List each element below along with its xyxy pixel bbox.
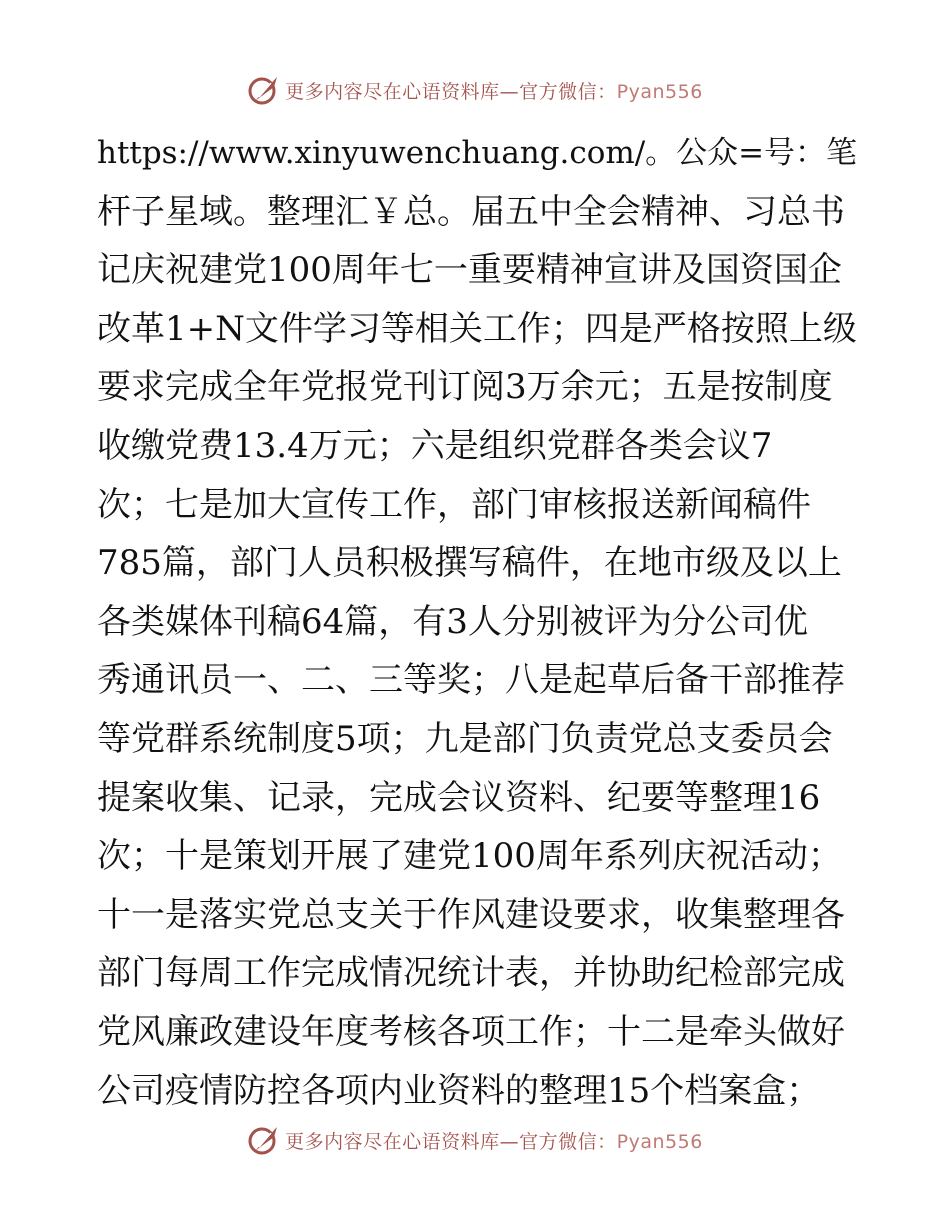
body-line: 785篇，部门人员积极撰写稿件，在地市级及以上 xyxy=(97,543,842,584)
body-line: 次；七是加大宣传工作，部门审核报送新闻稿件 xyxy=(97,484,811,525)
body-line: https://www.xinyuwenchuang.com/。公众=号：笔 xyxy=(97,135,857,171)
quill-pen-icon xyxy=(247,1123,281,1157)
watermark-handle: Pyan556 xyxy=(616,80,703,103)
document-body xyxy=(97,124,857,1120)
body-line: 收缴党费13.4万元；六是组织党群各类会议7 xyxy=(97,425,773,466)
body-line: 等党群系统制度5项；九是部门负责党总支委员会 xyxy=(97,718,833,759)
watermark-text: 更多内容尽在心语资料库—官方微信：Pyan556 xyxy=(285,1130,703,1153)
body-line: 秀通讯员一、二、三等奖；八是起草后备干部推荐 xyxy=(97,660,845,701)
body-line: 各类媒体刊稿64篇，有3人分别被评为分公司优 xyxy=(97,601,808,642)
watermark-text: 更多内容尽在心语资料库—官方微信：Pyan556 xyxy=(285,80,703,103)
body-line: 次；十是策划开展了建党100周年系列庆祝活动； xyxy=(97,836,842,877)
body-line: 公司疫情防控各项内业资料的整理15个档案盒； xyxy=(97,1070,821,1111)
body-line: 部门每周工作完成情况统计表，并协助纪检部完成 xyxy=(97,953,845,994)
header-watermark xyxy=(0,70,950,110)
body-line: 党风廉政建设年度考核各项工作；十二是牵头做好 xyxy=(97,1011,845,1052)
quill-pen-icon xyxy=(247,73,281,107)
footer-watermark xyxy=(0,1120,950,1160)
body-line: 杆子星域。整理汇￥总。届五中全会精神、习总书 xyxy=(97,191,845,232)
body-line: 要求完成全年党报党刊订阅3万余元；五是按制度 xyxy=(97,367,833,408)
body-line: 十一是落实党总支关于作风建设要求，收集整理各 xyxy=(97,894,845,935)
body-line: 改革1+N文件学习等相关工作；四是严格按照上级 xyxy=(97,308,857,349)
watermark-handle: Pyan556 xyxy=(616,1130,703,1153)
body-line: 记庆祝建党100周年七一重要精神宣讲及国资国企 xyxy=(97,250,842,291)
body-line: 提案收集、记录，完成会议资料、纪要等整理16 xyxy=(97,777,821,818)
